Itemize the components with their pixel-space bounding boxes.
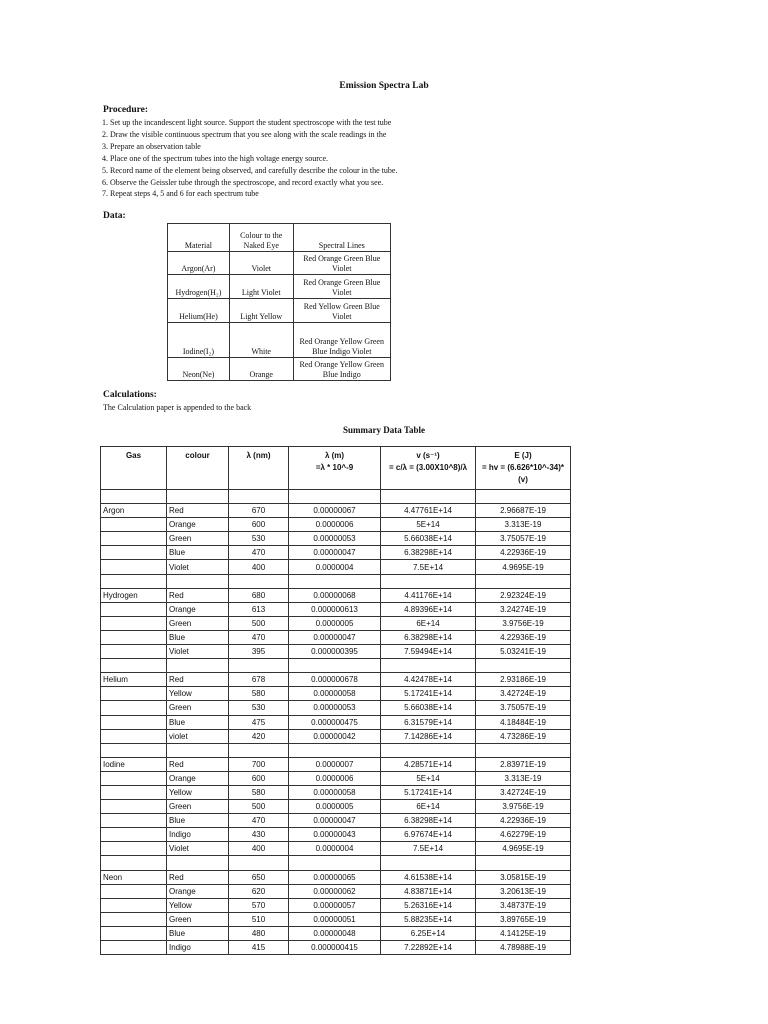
wavelength-m-cell: 0.00000053	[289, 532, 381, 546]
wavelength-m-cell: 0.00000043	[289, 828, 381, 842]
wavelength-nm-cell: 500	[229, 616, 289, 630]
colour-cell: Red	[167, 673, 229, 687]
spacer-cell	[229, 856, 289, 870]
frequency-cell: 5.66038E+14	[381, 701, 476, 715]
wavelength-m-cell: 0.0000006	[289, 518, 381, 532]
gas-name	[101, 560, 167, 574]
observation-colour: Orange	[229, 358, 293, 381]
energy-cell: 2.83971E-19	[476, 757, 571, 771]
spacer-cell	[381, 743, 476, 757]
spacer-cell	[476, 659, 571, 673]
wavelength-nm-cell: 580	[229, 785, 289, 799]
colour-cell: Red	[167, 870, 229, 884]
frequency-cell: 4.47761E+14	[381, 504, 476, 518]
frequency-cell: 4.61538E+14	[381, 870, 476, 884]
energy-cell: 2.92324E-19	[476, 588, 571, 602]
wavelength-m-cell: 0.00000048	[289, 926, 381, 940]
energy-cell: 3.9756E-19	[476, 616, 571, 630]
frequency-cell: 7.5E+14	[381, 842, 476, 856]
spacer-cell	[476, 856, 571, 870]
colour-cell: Green	[167, 701, 229, 715]
spacer-cell	[101, 743, 167, 757]
frequency-cell: 6E+14	[381, 616, 476, 630]
observation-spectral-lines: Red Yellow Green Blue Violet	[293, 299, 390, 323]
energy-cell: 4.9695E-19	[476, 560, 571, 574]
header-energy-label: E (J)	[514, 451, 532, 460]
table-row	[101, 870, 571, 884]
gas-name	[101, 729, 167, 743]
wavelength-nm-cell: 570	[229, 898, 289, 912]
page-title: Emission Spectra Lab	[339, 81, 429, 91]
wavelength-nm-cell: 680	[229, 588, 289, 602]
table-row	[101, 616, 571, 630]
observation-row	[168, 275, 391, 299]
spacer-cell	[229, 574, 289, 588]
procedure-heading: Procedure:	[103, 105, 149, 115]
frequency-cell: 7.22892E+14	[381, 941, 476, 955]
energy-cell: 4.78988E-19	[476, 941, 571, 955]
energy-cell: 4.9695E-19	[476, 842, 571, 856]
colour-cell: Indigo	[167, 941, 229, 955]
wavelength-nm-cell: 480	[229, 926, 289, 940]
energy-cell: 3.313E-19	[476, 518, 571, 532]
observation-row	[168, 323, 391, 358]
table-row	[101, 560, 571, 574]
wavelength-m-cell: 0.0000005	[289, 800, 381, 814]
gas-name	[101, 771, 167, 785]
table-row	[101, 785, 571, 799]
frequency-cell: 6.38298E+14	[381, 546, 476, 560]
colour-cell: Red	[167, 757, 229, 771]
wavelength-m-cell: 0.00000068	[289, 588, 381, 602]
spacer-cell	[229, 743, 289, 757]
summary-table-body	[101, 447, 571, 955]
energy-cell: 5.03241E-19	[476, 645, 571, 659]
frequency-cell: 5.17241E+14	[381, 687, 476, 701]
gas-name	[101, 941, 167, 955]
gas-name	[101, 800, 167, 814]
table-row	[101, 828, 571, 842]
wavelength-m-cell: 0.00000057	[289, 898, 381, 912]
colour-cell: Yellow	[167, 898, 229, 912]
frequency-cell: 4.42478E+14	[381, 673, 476, 687]
procedure-step: 3. Prepare an observation table	[102, 141, 201, 151]
spacer-cell	[289, 659, 381, 673]
wavelength-m-cell: 0.000000613	[289, 602, 381, 616]
table-row	[101, 912, 571, 926]
energy-cell: 3.42724E-19	[476, 687, 571, 701]
gas-name	[101, 926, 167, 940]
table-row	[101, 687, 571, 701]
wavelength-nm-cell: 678	[229, 673, 289, 687]
summary-data-table	[100, 446, 571, 955]
frequency-cell: 7.14286E+14	[381, 729, 476, 743]
gas-name	[101, 715, 167, 729]
colour-cell: Blue	[167, 926, 229, 940]
frequency-cell: 4.28571E+14	[381, 757, 476, 771]
table-row	[101, 602, 571, 616]
table-row	[101, 532, 571, 546]
spacer-cell	[101, 490, 167, 504]
spacer-row	[101, 743, 571, 757]
gas-name: Hydrogen	[101, 588, 167, 602]
gas-name	[101, 518, 167, 532]
gas-name: Argon	[101, 504, 167, 518]
data-heading: Data:	[103, 211, 126, 221]
gas-name	[101, 532, 167, 546]
observation-table	[167, 223, 391, 381]
wavelength-nm-cell: 650	[229, 870, 289, 884]
procedure-step: 6. Observe the Geissler tube through the spectroscope, and record exactly what you see.	[102, 177, 384, 187]
table-row	[101, 941, 571, 955]
table-row	[101, 630, 571, 644]
header-lambda-nm: λ (nm)	[229, 447, 289, 490]
spacer-cell	[167, 490, 229, 504]
observation-spectral-lines: Red Orange Yellow Green Blue Indigo	[293, 358, 390, 381]
energy-cell: 3.9756E-19	[476, 800, 571, 814]
observation-colour: Violet	[229, 252, 293, 275]
gas-name	[101, 898, 167, 912]
table-row	[101, 800, 571, 814]
colour-cell: Violet	[167, 645, 229, 659]
spacer-cell	[381, 574, 476, 588]
spacer-cell	[101, 659, 167, 673]
wavelength-m-cell: 0.000000395	[289, 645, 381, 659]
observation-table-body	[168, 224, 391, 381]
energy-cell: 3.89765E-19	[476, 912, 571, 926]
wavelength-nm-cell: 395	[229, 645, 289, 659]
summary-table-title: Summary Data Table	[342, 425, 425, 435]
procedure-step: 4. Place one of the spectrum tubes into the high voltage energy source.	[102, 153, 329, 163]
energy-cell: 3.42724E-19	[476, 785, 571, 799]
wavelength-m-cell: 0.00000042	[289, 729, 381, 743]
energy-cell: 4.62279E-19	[476, 828, 571, 842]
spacer-cell	[289, 490, 381, 504]
gas-name	[101, 546, 167, 560]
procedure-step: 1. Set up the incandescent light source. Support the student spectroscope with the test tube	[102, 118, 392, 127]
observation-material: Iodine(I₂)	[168, 323, 230, 358]
gas-name	[101, 701, 167, 715]
frequency-cell: 7.5E+14	[381, 560, 476, 574]
spacer-row	[101, 856, 571, 870]
observation-header-row	[168, 224, 391, 252]
table-row	[101, 546, 571, 560]
colour-cell: Red	[167, 588, 229, 602]
procedure-step: 7. Repeat steps 4, 5 and 6 for each spectrum tube	[102, 189, 259, 199]
colour-cell: Orange	[167, 884, 229, 898]
procedure-step: 5. Record name of the element being observed, and carefully describe the colour in the tube.	[102, 165, 398, 175]
frequency-cell: 5E+14	[381, 518, 476, 532]
gas-name	[101, 785, 167, 799]
gas-name: Helium	[101, 673, 167, 687]
observation-row	[168, 358, 391, 381]
table-row	[101, 645, 571, 659]
wavelength-m-cell: 0.00000058	[289, 687, 381, 701]
header-frequency-formula: = c/λ = (3.00X10^8)/λ	[388, 463, 468, 472]
colour-cell: Violet	[167, 560, 229, 574]
wavelength-nm-cell: 670	[229, 504, 289, 518]
wavelength-nm-cell: 600	[229, 771, 289, 785]
wavelength-nm-cell: 600	[229, 518, 289, 532]
frequency-cell: 5.66038E+14	[381, 532, 476, 546]
gas-name	[101, 687, 167, 701]
header-gas: Gas	[101, 447, 167, 490]
spacer-cell	[476, 743, 571, 757]
observation-header-material: Material	[168, 224, 230, 252]
energy-cell: 4.22936E-19	[476, 814, 571, 828]
gas-name	[101, 602, 167, 616]
wavelength-nm-cell: 470	[229, 546, 289, 560]
gas-name: Iodine	[101, 757, 167, 771]
wavelength-nm-cell: 415	[229, 941, 289, 955]
spacer-cell	[229, 659, 289, 673]
gas-name	[101, 814, 167, 828]
wavelength-nm-cell: 510	[229, 912, 289, 926]
header-colour: colour	[167, 447, 229, 490]
spacer-cell	[167, 659, 229, 673]
gas-name: Neon	[101, 870, 167, 884]
energy-cell: 3.75057E-19	[476, 701, 571, 715]
colour-cell: Green	[167, 616, 229, 630]
energy-cell: 3.48737E-19	[476, 898, 571, 912]
table-row	[101, 771, 571, 785]
wavelength-nm-cell: 430	[229, 828, 289, 842]
wavelength-nm-cell: 470	[229, 814, 289, 828]
colour-cell: Orange	[167, 518, 229, 532]
wavelength-m-cell: 0.000000678	[289, 673, 381, 687]
wavelength-m-cell: 0.0000006	[289, 771, 381, 785]
observation-material: Helium(He)	[168, 299, 230, 323]
spacer-cell	[476, 574, 571, 588]
table-row	[101, 701, 571, 715]
spacer-cell	[167, 743, 229, 757]
calculations-note: The Calculation paper is appended to the back	[103, 403, 252, 412]
observation-header-lines: Spectral Lines	[293, 224, 390, 252]
energy-cell: 4.14125E-19	[476, 926, 571, 940]
frequency-cell: 6.31579E+14	[381, 715, 476, 729]
wavelength-m-cell: 0.00000065	[289, 870, 381, 884]
colour-cell: Orange	[167, 771, 229, 785]
header-lambda-m-formula: =λ * 10^-9	[315, 463, 354, 472]
wavelength-nm-cell: 620	[229, 884, 289, 898]
wavelength-nm-cell: 470	[229, 630, 289, 644]
observation-spectral-lines: Red Orange Yellow Green Blue Indigo Violet	[293, 323, 390, 358]
wavelength-m-cell: 0.00000067	[289, 504, 381, 518]
wavelength-nm-cell: 700	[229, 757, 289, 771]
observation-row	[168, 252, 391, 275]
energy-cell: 4.18484E-19	[476, 715, 571, 729]
colour-cell: Orange	[167, 602, 229, 616]
wavelength-m-cell: 0.00000047	[289, 630, 381, 644]
wavelength-m-cell: 0.0000005	[289, 616, 381, 630]
summary-header-row	[101, 447, 571, 490]
colour-cell: Red	[167, 504, 229, 518]
frequency-cell: 5.17241E+14	[381, 785, 476, 799]
wavelength-nm-cell: 400	[229, 842, 289, 856]
header-lambda-m	[289, 447, 381, 490]
spacer-cell	[229, 490, 289, 504]
observation-colour: White	[229, 323, 293, 358]
spacer-row	[101, 574, 571, 588]
wavelength-nm-cell: 420	[229, 729, 289, 743]
frequency-cell: 6.25E+14	[381, 926, 476, 940]
frequency-cell: 4.41176E+14	[381, 588, 476, 602]
wavelength-m-cell: 0.00000053	[289, 701, 381, 715]
wavelength-nm-cell: 530	[229, 701, 289, 715]
spacer-cell	[167, 574, 229, 588]
colour-cell: Blue	[167, 715, 229, 729]
spacer-cell	[167, 856, 229, 870]
header-energy	[476, 447, 571, 490]
table-row	[101, 518, 571, 532]
colour-cell: Blue	[167, 630, 229, 644]
spacer-cell	[101, 856, 167, 870]
colour-cell: Green	[167, 532, 229, 546]
table-row	[101, 504, 571, 518]
wavelength-m-cell: 0.0000004	[289, 560, 381, 574]
table-row	[101, 729, 571, 743]
table-row	[101, 673, 571, 687]
header-energy-formula: = hv = (6.626*10^-34)*(v)	[481, 463, 565, 484]
energy-cell: 2.96687E-19	[476, 504, 571, 518]
gas-name	[101, 912, 167, 926]
observation-spectral-lines: Red Orange Green Blue Violet	[293, 252, 390, 275]
table-row	[101, 842, 571, 856]
wavelength-m-cell: 0.00000047	[289, 546, 381, 560]
colour-cell: Blue	[167, 814, 229, 828]
table-row	[101, 715, 571, 729]
frequency-cell: 7.59494E+14	[381, 645, 476, 659]
wavelength-m-cell: 0.00000058	[289, 785, 381, 799]
wavelength-nm-cell: 613	[229, 602, 289, 616]
header-frequency	[381, 447, 476, 490]
wavelength-m-cell: 0.00000051	[289, 912, 381, 926]
energy-cell: 3.05815E-19	[476, 870, 571, 884]
frequency-cell: 5E+14	[381, 771, 476, 785]
energy-cell: 3.24274E-19	[476, 602, 571, 616]
spacer-cell	[381, 490, 476, 504]
energy-cell: 3.75057E-19	[476, 532, 571, 546]
observation-material: Argon(Ar)	[168, 252, 230, 275]
observation-colour: Light Yellow	[229, 299, 293, 323]
frequency-cell: 4.83871E+14	[381, 884, 476, 898]
gas-name	[101, 630, 167, 644]
wavelength-m-cell: 0.0000004	[289, 842, 381, 856]
observation-material: Hydrogen(H₂)	[168, 275, 230, 299]
spacer-cell	[289, 743, 381, 757]
energy-cell: 2.93186E-19	[476, 673, 571, 687]
spacer-cell	[101, 574, 167, 588]
observation-material: Neon(Ne)	[168, 358, 230, 381]
table-row	[101, 884, 571, 898]
colour-cell: Violet	[167, 842, 229, 856]
observation-row	[168, 299, 391, 323]
table-row	[101, 757, 571, 771]
frequency-cell: 4.89396E+14	[381, 602, 476, 616]
energy-cell: 3.313E-19	[476, 771, 571, 785]
colour-cell: Yellow	[167, 785, 229, 799]
observation-colour: Light Violet	[229, 275, 293, 299]
energy-cell: 4.22936E-19	[476, 630, 571, 644]
energy-cell: 3.20613E-19	[476, 884, 571, 898]
table-row	[101, 588, 571, 602]
gas-name	[101, 842, 167, 856]
energy-cell: 4.73286E-19	[476, 729, 571, 743]
wavelength-nm-cell: 475	[229, 715, 289, 729]
wavelength-nm-cell: 530	[229, 532, 289, 546]
table-row	[101, 926, 571, 940]
spacer-cell	[381, 856, 476, 870]
procedure-list	[102, 117, 397, 200]
wavelength-nm-cell: 580	[229, 687, 289, 701]
spacer-row	[101, 490, 571, 504]
energy-cell: 4.22936E-19	[476, 546, 571, 560]
gas-name	[101, 616, 167, 630]
spacer-cell	[289, 574, 381, 588]
colour-cell: Blue	[167, 546, 229, 560]
spacer-cell	[476, 490, 571, 504]
spacer-row	[101, 659, 571, 673]
colour-cell: Indigo	[167, 828, 229, 842]
header-lambda-m-label: λ (m)	[324, 451, 345, 460]
colour-cell: Yellow	[167, 687, 229, 701]
calculations-heading: Calculations:	[103, 390, 157, 400]
table-row	[101, 814, 571, 828]
table-row	[101, 898, 571, 912]
frequency-cell: 6.97674E+14	[381, 828, 476, 842]
gas-name	[101, 884, 167, 898]
wavelength-nm-cell: 500	[229, 800, 289, 814]
wavelength-m-cell: 0.00000062	[289, 884, 381, 898]
frequency-cell: 6.38298E+14	[381, 814, 476, 828]
frequency-cell: 6E+14	[381, 800, 476, 814]
procedure-step: 2. Draw the visible continuous spectrum that you see along with the scale readings in the	[102, 129, 387, 139]
colour-cell: Green	[167, 912, 229, 926]
header-frequency-label: v (s⁻¹)	[416, 451, 440, 460]
colour-cell: Green	[167, 800, 229, 814]
wavelength-m-cell: 0.0000007	[289, 757, 381, 771]
frequency-cell: 6.38298E+14	[381, 630, 476, 644]
wavelength-m-cell: 0.00000047	[289, 814, 381, 828]
frequency-cell: 5.26316E+14	[381, 898, 476, 912]
spacer-cell	[289, 856, 381, 870]
observation-header-colour: Colour to the Naked Eye	[229, 224, 293, 252]
colour-cell: violet	[167, 729, 229, 743]
observation-spectral-lines: Red Orange Green Blue Violet	[293, 275, 390, 299]
spacer-cell	[381, 659, 476, 673]
wavelength-m-cell: 0.000000415	[289, 941, 381, 955]
gas-name	[101, 828, 167, 842]
gas-name	[101, 645, 167, 659]
wavelength-m-cell: 0.000000475	[289, 715, 381, 729]
frequency-cell: 5.88235E+14	[381, 912, 476, 926]
wavelength-nm-cell: 400	[229, 560, 289, 574]
